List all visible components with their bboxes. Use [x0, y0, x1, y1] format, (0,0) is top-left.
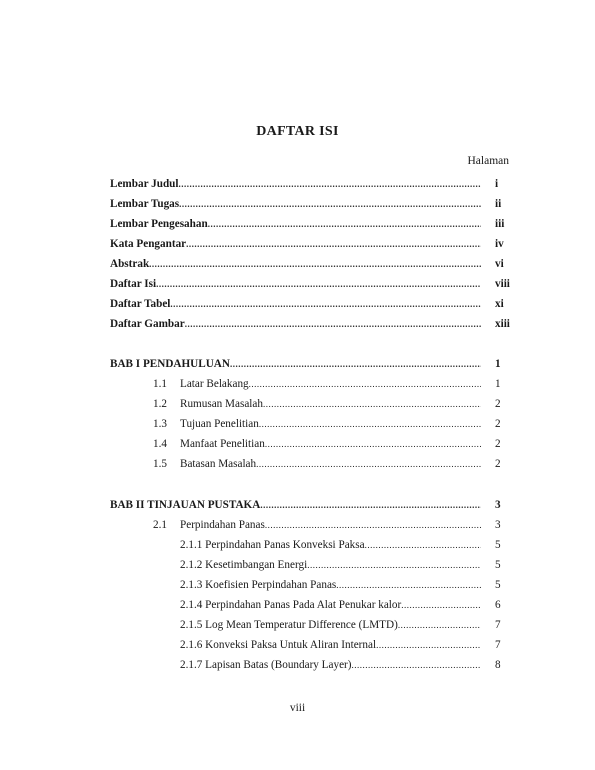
toc-entry-page: 5 [495, 579, 501, 591]
toc-entry-page: 1 [495, 378, 501, 390]
toc-entry-page: 7 [495, 619, 501, 631]
toc-entry-label: 2.1.4 Perpindahan Panas Pada Alat Penukar kalor [180, 599, 402, 611]
toc-entry-number: 1.4 [153, 438, 167, 450]
toc-entry-label: 2.1.2 Kesetimbangan Energi [180, 559, 308, 571]
toc-leader-dots [156, 279, 481, 289]
toc-entry [110, 238, 513, 254]
toc-entry-page: 1 [495, 358, 501, 370]
toc-leader-dots [249, 379, 481, 389]
toc-entry [110, 278, 513, 294]
toc-entry-page: 3 [495, 519, 501, 531]
toc-leader-dots [259, 419, 481, 429]
toc-entry-page: 2 [495, 438, 501, 450]
toc-entry-label: BAB II TINJAUAN PUSTAKA [110, 499, 261, 511]
toc-entry-number: 1.2 [153, 398, 167, 410]
toc-leader-dots [398, 620, 481, 630]
toc-entry-number: 2.1 [153, 519, 167, 531]
toc-entry [153, 378, 513, 394]
toc-entry [110, 218, 513, 234]
toc-entry-label: Manfaat Penelitian [180, 438, 265, 450]
toc-entry [153, 458, 513, 474]
toc-entry [153, 398, 513, 414]
toc-leader-dots [179, 199, 481, 209]
toc-entry-label: Rumusan Masalah [180, 398, 263, 410]
toc-entry [110, 318, 513, 334]
toc-entry [180, 559, 513, 575]
toc-entry-label: Lembar Judul [110, 178, 179, 190]
toc-leader-dots [186, 239, 481, 249]
toc-entry [110, 198, 513, 214]
toc-entry-page: ii [495, 198, 502, 210]
toc-leader-dots [365, 540, 481, 550]
toc-entry [153, 438, 513, 454]
toc-entry-page: viii [495, 278, 510, 290]
toc-entry-label: BAB I PENDAHULUAN [110, 358, 230, 370]
toc-entry-label: Lembar Tugas [110, 198, 180, 210]
toc-leader-dots [256, 459, 481, 469]
toc-entry-label: 2.1.7 Lapisan Batas (Boundary Layer) [180, 659, 352, 671]
toc-entry-label: Daftar Isi [110, 278, 157, 290]
toc-leader-dots [336, 580, 481, 590]
toc-entry [110, 499, 513, 515]
toc-leader-dots [352, 660, 482, 670]
toc-entry-label: Latar Belakang [180, 378, 249, 390]
toc-entry-label: Perpindahan Panas [180, 519, 265, 531]
toc-entry [153, 519, 513, 535]
toc-entry-page: 3 [495, 499, 501, 511]
toc-leader-dots [401, 600, 481, 610]
toc-entry [180, 599, 513, 615]
toc-entry-page: 5 [495, 539, 501, 551]
toc-entry-label: Tujuan Penelitian [180, 418, 259, 430]
halaman-label: Halaman [467, 155, 509, 167]
toc-leader-dots [170, 299, 481, 309]
toc-leader-dots [149, 259, 481, 269]
toc-entry [110, 258, 513, 274]
toc-entry [110, 298, 513, 314]
toc-leader-dots [230, 359, 481, 369]
toc-leader-dots [376, 640, 481, 650]
toc-entry-number: 1.5 [153, 458, 167, 470]
toc-entry-page: xiii [495, 318, 510, 330]
toc-entry [180, 539, 513, 555]
toc-entry-page: 8 [495, 659, 501, 671]
toc-entry-label: Batasan Masalah [180, 458, 257, 470]
page-number: viii [289, 702, 306, 714]
toc-entry [180, 639, 513, 655]
toc-entry-label: Abstrak [110, 258, 150, 270]
toc-leader-dots [263, 399, 481, 409]
toc-entry-page: 5 [495, 559, 501, 571]
toc-entry [153, 418, 513, 434]
toc-entry-page: 6 [495, 599, 501, 611]
toc-entry-page: vi [495, 258, 504, 270]
toc-leader-dots [185, 319, 481, 329]
toc-entry-label: Kata Pengantar [110, 238, 187, 250]
toc-leader-dots [260, 500, 481, 510]
toc-entry-number: 1.1 [153, 378, 167, 390]
toc-entry-page: 2 [495, 458, 501, 470]
toc-entry-label: Daftar Gambar [110, 318, 185, 330]
toc-entry-label: 2.1.6 Konveksi Paksa Untuk Aliran Internal [180, 639, 377, 651]
toc-entry-number: 1.3 [153, 418, 167, 430]
toc-entry-label: 2.1.1 Perpindahan Panas Konveksi Paksa [180, 539, 365, 551]
toc-entry-page: iii [495, 218, 505, 230]
toc-entry-label: Lembar Pengesahan [110, 218, 208, 230]
toc-leader-dots [208, 219, 481, 229]
toc-entry-label: Daftar Tabel [110, 298, 171, 310]
toc-entry [110, 358, 513, 374]
toc-entry [110, 178, 513, 194]
toc-entry [180, 659, 513, 675]
page-title: DAFTAR ISI [256, 124, 339, 139]
toc-leader-dots [265, 520, 481, 530]
toc-entry-page: 2 [495, 398, 501, 410]
toc-entry-page: i [495, 178, 499, 190]
toc-leader-dots [265, 439, 481, 449]
toc-entry-label: 2.1.5 Log Mean Temperatur Difference (LMTD) [180, 619, 398, 631]
toc-entry [180, 619, 513, 635]
toc-entry-page: iv [495, 238, 504, 250]
toc-entry-page: xi [495, 298, 504, 310]
toc-entry-label: 2.1.3 Koefisien Perpindahan Panas [180, 579, 337, 591]
toc-entry-page: 2 [495, 418, 501, 430]
toc-leader-dots [307, 560, 481, 570]
toc-entry [180, 579, 513, 595]
toc-leader-dots [179, 179, 482, 189]
toc-entry-page: 7 [495, 639, 501, 651]
